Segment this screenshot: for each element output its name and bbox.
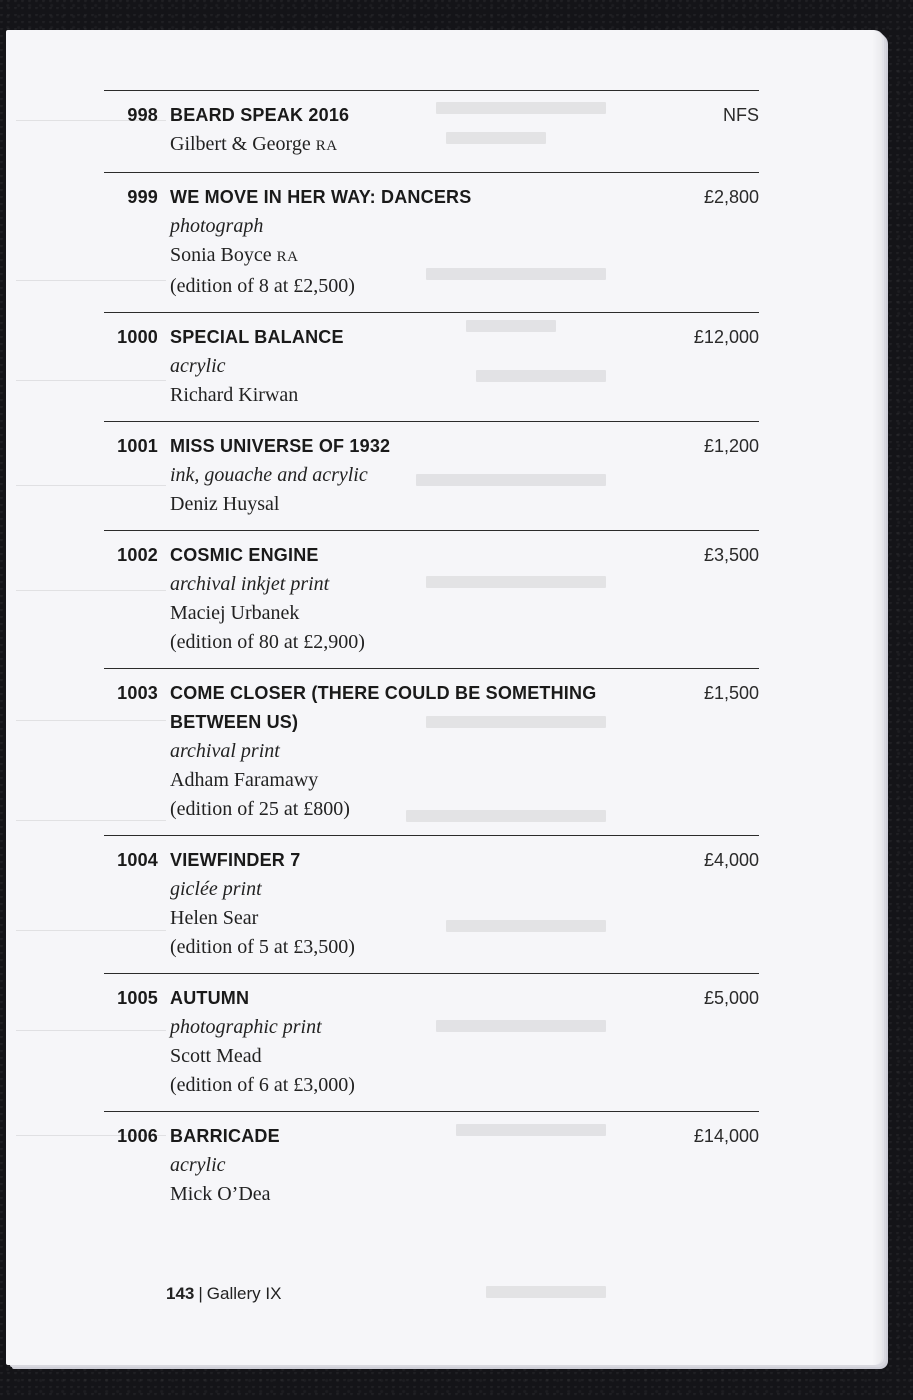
entry-number: 1000 bbox=[117, 327, 158, 347]
entry-title: VIEWFINDER 7 bbox=[170, 850, 301, 870]
section-name: Gallery IX bbox=[206, 1284, 282, 1303]
entry-price: £14,000 bbox=[693, 1126, 759, 1146]
entry-medium: archival inkjet print bbox=[170, 573, 330, 595]
entry-artist: Helen Sear bbox=[170, 907, 259, 929]
catalogue-entry bbox=[104, 974, 759, 1112]
artist-name: Gilbert & George bbox=[170, 133, 311, 155]
entry-price: NFS bbox=[723, 105, 759, 125]
entry-artist: Maciej Urbanek bbox=[170, 602, 300, 624]
entry-title: COSMIC ENGINE bbox=[170, 545, 319, 565]
entry-medium: archival print bbox=[170, 740, 280, 762]
catalogue-entry bbox=[104, 313, 759, 422]
entry-title: COME CLOSER (THERE COULD BE SOMETHING BETWEEN US) bbox=[170, 683, 597, 732]
entry-price: £12,000 bbox=[693, 327, 759, 347]
entry-number: 998 bbox=[127, 105, 158, 125]
page-footer bbox=[166, 1284, 281, 1304]
entry-artist: Deniz Huysal bbox=[170, 493, 280, 515]
entry-edition: (edition of 8 at £2,500) bbox=[170, 275, 355, 297]
entry-artist: Scott Mead bbox=[170, 1045, 262, 1067]
catalogue-entry bbox=[104, 669, 759, 836]
entry-title: SPECIAL BALANCE bbox=[170, 327, 344, 347]
entry-title: BEARD SPEAK 2016 bbox=[170, 105, 350, 125]
entry-artist: Mick O’Dea bbox=[170, 1183, 271, 1205]
entry-number: 1005 bbox=[117, 988, 158, 1008]
entry-medium: acrylic bbox=[170, 1154, 226, 1176]
catalogue-entry bbox=[104, 1112, 759, 1220]
entry-edition: (edition of 80 at £2,900) bbox=[170, 631, 365, 653]
entry-artist bbox=[170, 241, 659, 272]
footer-separator: | bbox=[198, 1284, 203, 1303]
entry-number: 999 bbox=[127, 187, 158, 207]
catalogue-entry bbox=[104, 422, 759, 531]
entry-medium: giclée print bbox=[170, 878, 262, 900]
entry-title: AUTUMN bbox=[170, 988, 250, 1008]
entry-number: 1001 bbox=[117, 436, 158, 456]
entry-medium: acrylic bbox=[170, 355, 226, 377]
artist-suffix: RA bbox=[315, 138, 338, 154]
artist-name: Sonia Boyce bbox=[170, 244, 272, 266]
entry-title: BARRICADE bbox=[170, 1126, 280, 1146]
entry-price: £3,500 bbox=[703, 545, 759, 565]
entry-title: MISS UNIVERSE OF 1932 bbox=[170, 436, 391, 456]
entry-artist bbox=[170, 130, 659, 161]
entry-number: 1006 bbox=[117, 1126, 158, 1146]
entry-medium: ink, gouache and acrylic bbox=[170, 464, 368, 486]
catalogue-entry bbox=[104, 531, 759, 669]
catalogue-entry bbox=[104, 91, 759, 173]
entry-artist: Richard Kirwan bbox=[170, 384, 299, 406]
catalogue-entry bbox=[104, 173, 759, 313]
page-edge-shadow bbox=[872, 30, 882, 1365]
entry-number: 1003 bbox=[117, 683, 158, 703]
entry-price: £4,000 bbox=[703, 850, 759, 870]
entry-price: £2,800 bbox=[703, 187, 759, 207]
entry-price: £1,500 bbox=[703, 683, 759, 703]
entry-price: £1,200 bbox=[703, 436, 759, 456]
artist-suffix: RA bbox=[276, 249, 299, 265]
catalogue-entry bbox=[104, 836, 759, 974]
page-number: 143 bbox=[166, 1284, 195, 1303]
entry-artist: Adham Faramawy bbox=[170, 769, 319, 791]
entry-number: 1004 bbox=[117, 850, 158, 870]
entry-price: £5,000 bbox=[703, 988, 759, 1008]
entry-title: WE MOVE IN HER WAY: DANCERS bbox=[170, 187, 472, 207]
entry-edition: (edition of 6 at £3,000) bbox=[170, 1074, 355, 1096]
entry-medium: photograph bbox=[170, 215, 264, 237]
entry-edition: (edition of 25 at £800) bbox=[170, 798, 350, 820]
catalogue-list bbox=[104, 90, 759, 1220]
entry-medium: photographic print bbox=[170, 1016, 322, 1038]
entry-edition: (edition of 5 at £3,500) bbox=[170, 936, 355, 958]
entry-number: 1002 bbox=[117, 545, 158, 565]
